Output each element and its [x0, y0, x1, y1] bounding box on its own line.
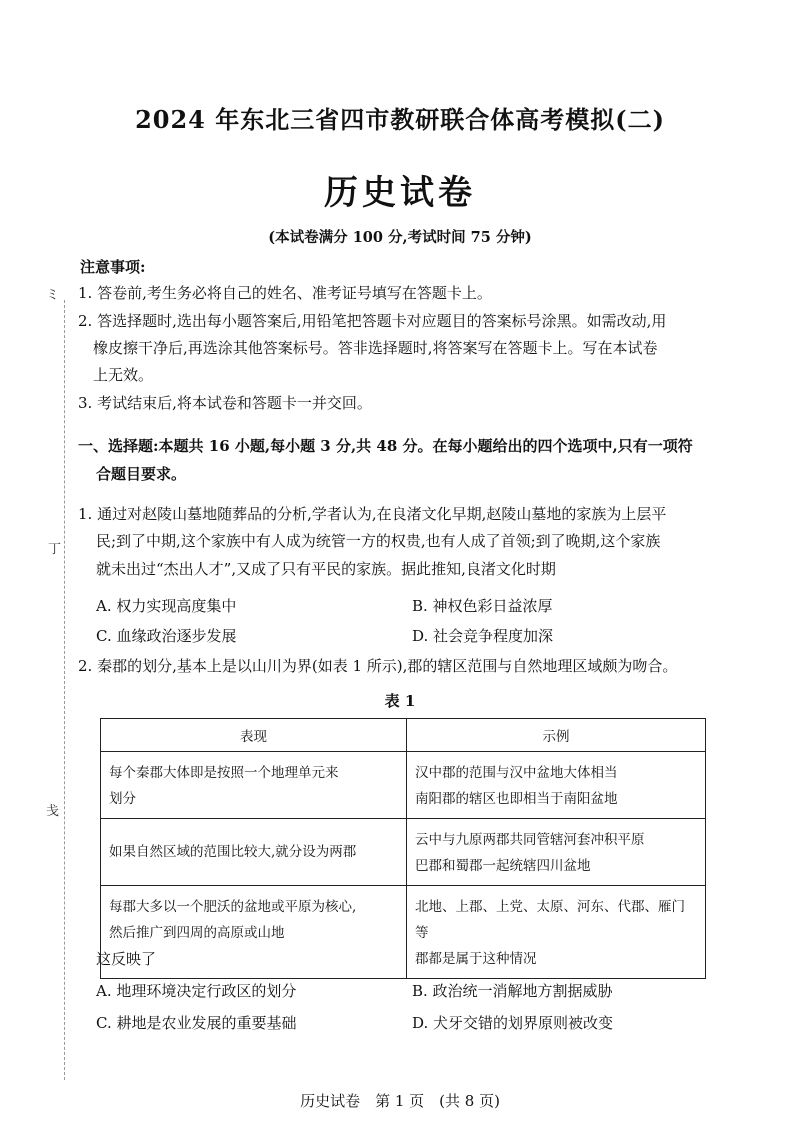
subject-title: 历史试卷 — [324, 173, 476, 213]
q2-option-d: D. 犬牙交错的划界原则被改变 — [412, 1014, 614, 1032]
q2-option-a: A. 地理环境决定行政区的划分 — [96, 982, 297, 1000]
table-header-row — [101, 719, 706, 752]
table-cell — [101, 819, 407, 886]
cell-line: 郡都是属于这种情况 — [415, 951, 537, 967]
margin-mark: ミ — [46, 288, 60, 303]
table-row — [101, 752, 706, 819]
table-header: 表现 — [101, 719, 407, 752]
q2-stem: 2. 秦郡的划分,基本上是以山川为界(如表 1 所示),郡的辖区范围与自然地理区域颇为吻合。 — [78, 657, 678, 675]
cell-line: 南阳郡的辖区也即相当于南阳盆地 — [415, 791, 618, 807]
notice-line: 1. 答卷前,考生务必将自己的姓名、准考证号填写在答题卡上。 — [78, 284, 492, 302]
table-1 — [100, 718, 706, 979]
q1-option-d: D. 社会竞争程度加深 — [412, 627, 554, 645]
q1-option-c: C. 血缘政治逐步发展 — [96, 627, 237, 645]
table-cell — [407, 819, 706, 886]
cell-line: 然后推广到四周的高原或山地 — [109, 925, 285, 941]
q1-stem: 就未出过“杰出人才”,又成了只有平民的家族。据此推知,良渚文化时期 — [96, 560, 556, 578]
cell-line: 每个秦郡大体即是按照一个地理单元来 — [109, 765, 339, 781]
table-cell — [407, 752, 706, 819]
cell-line: 云中与九原两郡共同管辖河套冲积平原 — [415, 832, 645, 848]
cell-line: 如果自然区域的范围比较大,就分设为两郡 — [109, 844, 357, 860]
table-caption: 表 1 — [384, 692, 416, 710]
score-info: (本试卷满分 100 分,考试时间 75 分钟) — [268, 229, 532, 246]
table-header: 示例 — [407, 719, 706, 752]
section-heading-cont: 合题目要求。 — [96, 465, 187, 483]
q1-stem: 民;到了中期,这个家族中有人成为统管一方的权贵,也有人成了首领;到了晚期,这个家族 — [96, 532, 661, 550]
notice-line: 橡皮擦干净后,再选涂其他答案标号。答非选择题时,将答案写在答题卡上。写在本试卷 — [93, 339, 658, 357]
notice-line: 上无效。 — [93, 366, 154, 384]
table-cell — [407, 886, 706, 979]
q2-option-c: C. 耕地是农业发展的重要基础 — [96, 1014, 297, 1032]
exam-title: 2024 年东北三省四市教研联合体高考模拟(二) — [135, 105, 665, 134]
cell-line: 每郡大多以一个肥沃的盆地或平原为核心, — [109, 899, 357, 915]
section-heading: 一、选择题:本题共 16 小题,每小题 3 分,共 48 分。在每小题给出的四个选项中,只有一项符 — [78, 437, 693, 455]
cell-line: 划分 — [109, 791, 136, 807]
q1-option-b: B. 神权色彩日益浓厚 — [412, 597, 553, 615]
q1-option-a: A. 权力实现高度集中 — [96, 597, 237, 615]
notice-line: 2. 答选择题时,选出每小题答案后,用铅笔把答题卡对应题目的答案标号涂黑。如需改动,用 — [78, 312, 667, 330]
q1-stem: 1. 通过对赵陵山墓地随葬品的分析,学者认为,在良渚文化早期,赵陵山墓地的家族为上层平 — [78, 505, 667, 523]
table-cell — [101, 752, 407, 819]
q2-tail: 这反映了 — [96, 950, 157, 968]
cell-line: 北地、上郡、上党、太原、河东、代郡、雁门等 — [415, 899, 685, 941]
notice-line: 3. 考试结束后,将本试卷和答题卡一并交回。 — [78, 394, 372, 412]
cell-line: 巴郡和蜀郡一起统辖四川盆地 — [415, 858, 591, 874]
margin-mark: 丁 — [48, 542, 62, 557]
q2-option-b: B. 政治统一消解地方割据威胁 — [412, 982, 613, 1000]
notice-heading: 注意事项: — [80, 258, 146, 276]
margin-mark: 戋 — [46, 804, 60, 819]
table-row — [101, 886, 706, 979]
page-footer: 历史试卷 第 1 页 (共 8 页) — [300, 1092, 500, 1110]
table-row — [101, 819, 706, 886]
cell-line: 汉中郡的范围与汉中盆地大体相当 — [415, 765, 618, 781]
